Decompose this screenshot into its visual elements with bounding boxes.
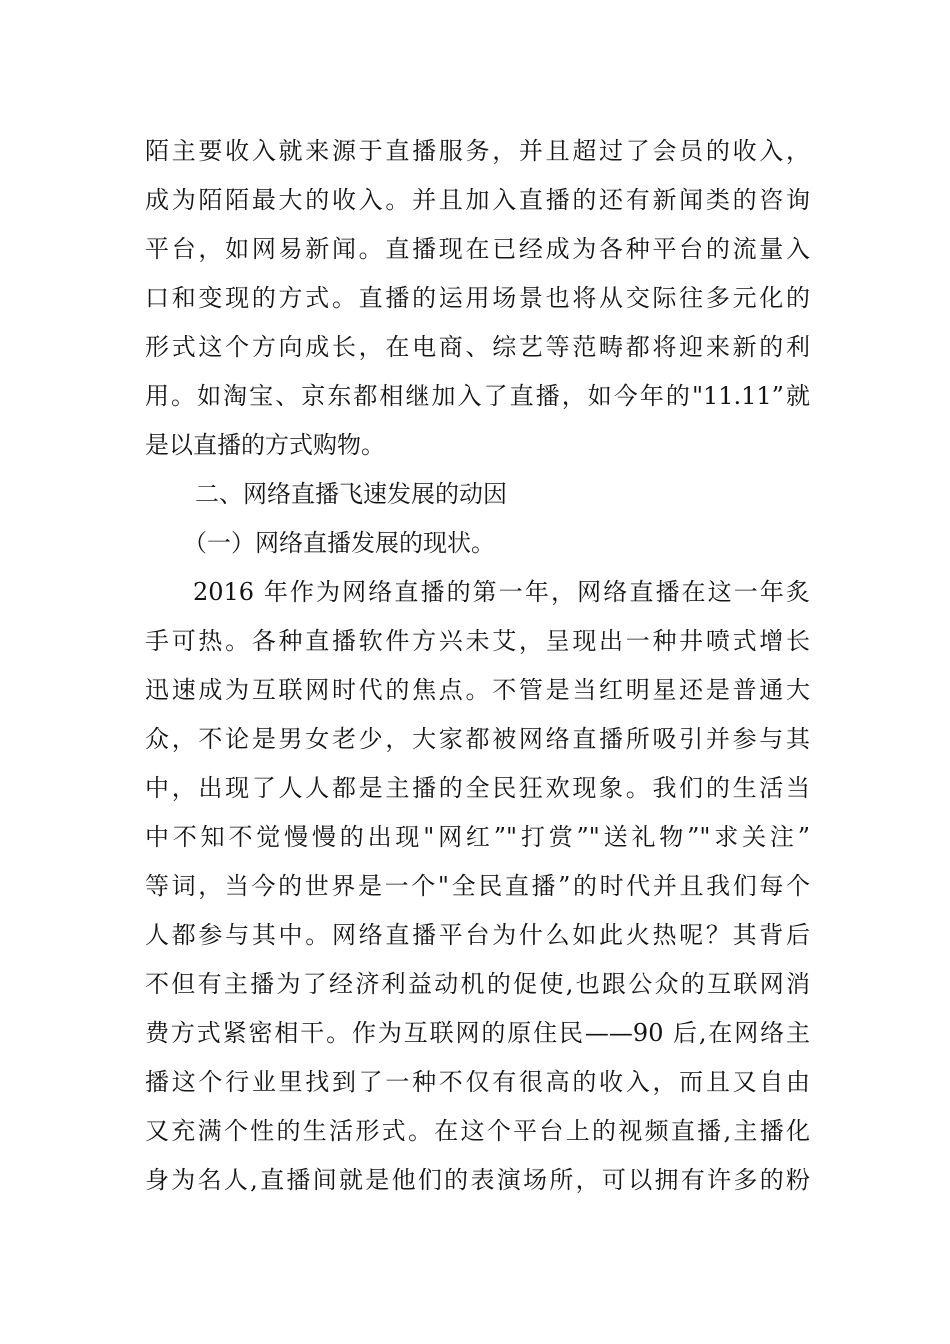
paragraph-2-line-8: 人都参与其中。网络直播平台为什么如此火热呢？其背后: [145, 921, 810, 949]
paragraph-1-line-1: 陌主要收入就来源于直播服务，并且超过了会员的收入，: [145, 137, 810, 165]
paragraph-1-line-4: 口和变现的方式。直播的运用场景也将从交际往多元化的: [145, 284, 810, 312]
paragraph-1-line-6: 用。如淘宝、京东都相继加入了直播，如今年的"11.11”就: [145, 382, 810, 410]
subsection-heading: （一）网络直播发展的现状。: [183, 529, 495, 557]
section-heading: 二、网络直播飞速发展的动因: [195, 480, 507, 508]
paragraph-2-line-13: 身为名人,直播间就是他们的表演场所，可以拥有许多的粉: [145, 1166, 810, 1194]
paragraph-2-line-7: 等词，当今的世界是一个"全民直播”的时代并且我们每个: [145, 872, 810, 900]
paragraph-2-line-4: 众，不论是男女老少，大家都被网络直播所吸引并参与其: [145, 725, 810, 753]
paragraph-2-line-3: 迅速成为互联网时代的焦点。不管是当红明星还是普通大: [145, 676, 810, 704]
paragraph-1-line-2: 成为陌陌最大的收入。并且加入直播的还有新闻类的咨询: [145, 186, 810, 214]
paragraph-2-line-10: 费方式紧密相干。作为互联网的原住民——90 后,在网络主: [145, 1019, 810, 1047]
paragraph-1-line-3: 平台，如网易新闻。直播现在已经成为各种平台的流量入: [145, 235, 810, 263]
paragraph-1-line-5: 形式这个方向成长，在电商、综艺等范畴都将迎来新的利: [145, 333, 810, 361]
paragraph-2-line-1: 2016 年作为网络直播的第一年，网络直播在这一年炙: [193, 578, 810, 606]
paragraph-2-line-12: 又充满个性的生活形式。在这个平台上的视频直播,主播化: [145, 1117, 810, 1145]
paragraph-1-line-7: 是以直播的方式购物。: [145, 431, 385, 459]
paragraph-2-line-9: 不但有主播为了经济利益动机的促使,也跟公众的互联网消: [145, 970, 810, 998]
paragraph-2-line-5: 中，出现了人人都是主播的全民狂欢现象。我们的生活当: [145, 774, 810, 802]
paragraph-2-line-6: 中不知不觉慢慢的出现"网红”"打赏”"送礼物”"求关注”: [145, 823, 810, 851]
paragraph-2-line-2: 手可热。各种直播软件方兴未艾，呈现出一种井喷式增长: [145, 627, 810, 655]
paragraph-2-line-11: 播这个行业里找到了一种不仅有很高的收入，而且又自由: [145, 1068, 810, 1096]
